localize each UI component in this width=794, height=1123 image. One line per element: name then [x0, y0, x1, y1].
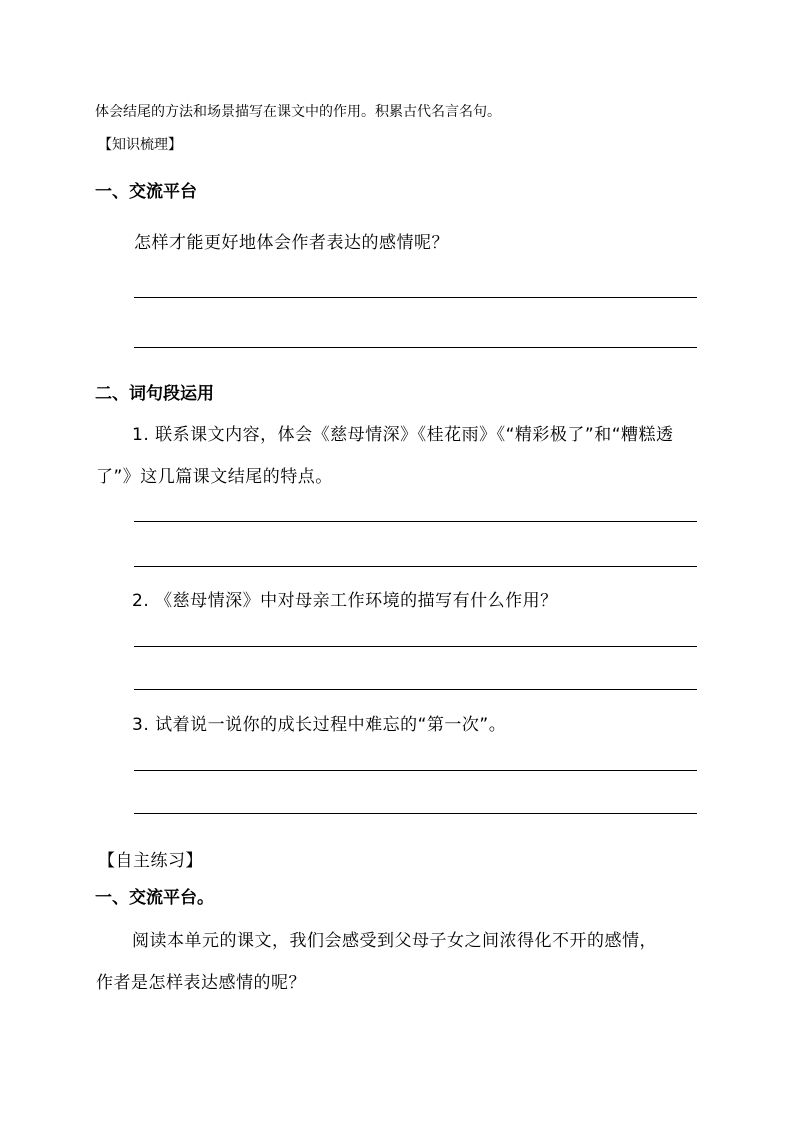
answer-line	[134, 770, 697, 771]
section-title-knowledge: 【知识梳理】	[98, 137, 182, 153]
answer-line	[134, 689, 697, 690]
answer-line	[134, 813, 697, 814]
part2-question-1-line-1: 1. 联系课文内容，体会《慈母情深》《桂花雨》《“精彩极了”和“糟糕透	[132, 425, 674, 445]
part3-heading: 一、交流平台。	[95, 888, 214, 908]
part2-heading: 二、词句段运用	[95, 384, 214, 404]
answer-line	[134, 347, 697, 348]
part3-paragraph-line-2: 作者是怎样表达感情的呢？	[96, 973, 306, 993]
part2-question-3: 3. 试着说一说你的成长过程中难忘的“第一次”。	[132, 715, 507, 735]
part3-paragraph-line-1: 阅读本单元的课文，我们会感受到父母子女之间浓得化不开的感情，	[132, 931, 657, 951]
section-title-practice: 【自主练习】	[98, 851, 203, 871]
intro-text: 体会结尾的方法和场景描写在课文中的作用。积累古代名言名句。	[95, 104, 501, 120]
part1-question: 怎样才能更好地体会作者表达的感情呢？	[134, 233, 449, 253]
answer-line	[134, 646, 697, 647]
answer-line	[134, 566, 697, 567]
answer-line	[134, 521, 697, 522]
part2-question-1-line-2: 了”》这几篇课文结尾的特点。	[96, 467, 333, 487]
answer-line	[134, 297, 697, 298]
part1-heading: 一、交流平台	[95, 182, 197, 202]
part2-question-2: 2. 《慈母情深》中对母亲工作环境的描写有什么作用？	[132, 591, 558, 611]
